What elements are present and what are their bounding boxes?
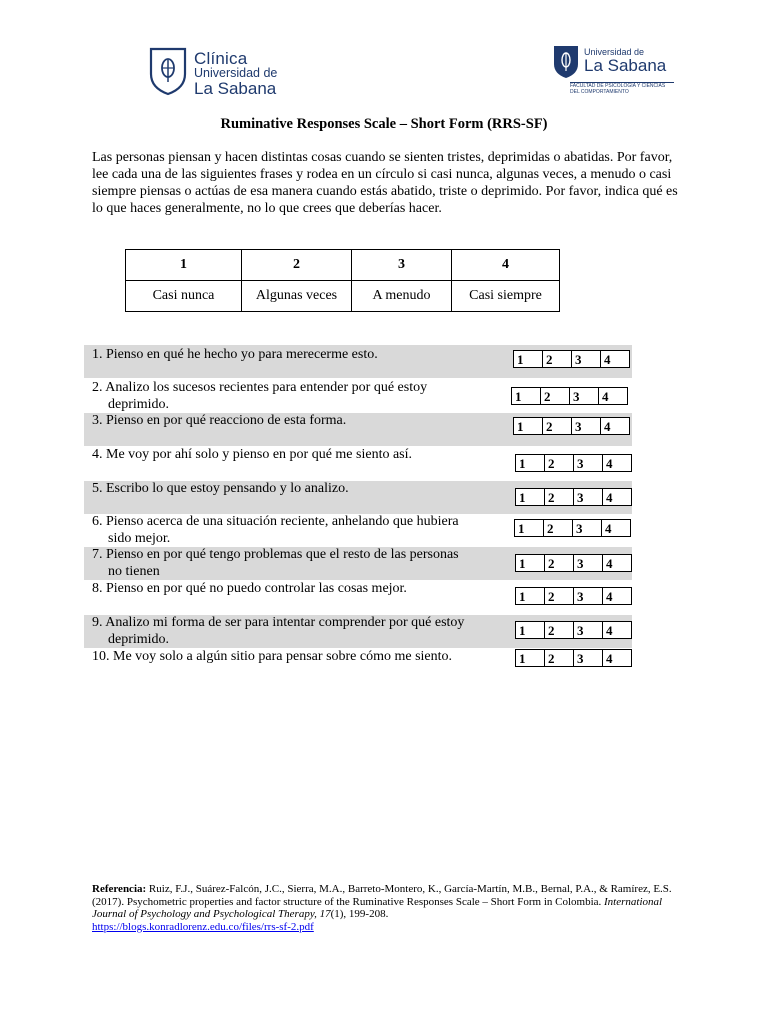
question-text: 9. Analizo mi forma de ser para intentar comprender por qué estoy xyxy=(92,615,465,630)
rating-options[interactable] xyxy=(515,554,632,572)
rating-option-3[interactable]: 3 xyxy=(573,520,602,537)
rating-option-3[interactable]: 3 xyxy=(574,588,603,605)
rating-option-4[interactable]: 4 xyxy=(603,650,632,667)
scale-label: Algunas veces xyxy=(242,281,352,312)
reference-issue: (1), 199-208. xyxy=(330,908,389,920)
question-text: 7. Pienso en por qué tengo problemas que el resto de las personas xyxy=(92,547,459,562)
rating-option-2[interactable]: 2 xyxy=(545,650,574,667)
scale-label: Casi siempre xyxy=(452,281,560,312)
rating-option-1[interactable]: 1 xyxy=(512,388,541,405)
rating-option-2[interactable]: 2 xyxy=(544,520,573,537)
question-row xyxy=(84,581,632,614)
logo-right-subtitle: FACULTAD DE PSICOLOGÍA Y CIENCIAS DEL COMPORTAMIENTO xyxy=(570,83,666,95)
question-row xyxy=(84,514,632,547)
scale-label: A menudo xyxy=(352,281,452,312)
question-row xyxy=(84,649,632,682)
rating-option-4[interactable]: 4 xyxy=(601,351,630,368)
rating-option-2[interactable]: 2 xyxy=(545,455,574,472)
question-row xyxy=(84,615,632,648)
rating-option-3[interactable]: 3 xyxy=(574,622,603,639)
rating-option-1[interactable]: 1 xyxy=(515,520,544,537)
scale-value: 4 xyxy=(452,250,560,281)
rating-option-3[interactable]: 3 xyxy=(574,489,603,506)
rating-option-1[interactable]: 1 xyxy=(516,489,545,506)
question-text-cont: no tienen xyxy=(108,563,160,579)
rating-options[interactable] xyxy=(515,587,632,605)
reference-label: Referencia: xyxy=(92,883,147,895)
clinica-logo xyxy=(148,46,288,98)
rating-option-4[interactable]: 4 xyxy=(603,489,632,506)
rating-option-3[interactable]: 3 xyxy=(572,418,601,435)
rating-option-1[interactable]: 1 xyxy=(516,622,545,639)
question-row xyxy=(84,447,632,480)
universidad-logo xyxy=(552,44,677,100)
question-text-cont: deprimido. xyxy=(108,631,170,647)
question-text: 3. Pienso en por qué reacciono de esta forma. xyxy=(92,413,347,428)
rating-option-1[interactable]: 1 xyxy=(514,351,543,368)
logo-left-line3: La Sabana xyxy=(194,79,277,98)
reference-citation xyxy=(92,883,682,933)
question-row xyxy=(84,481,632,514)
question-text: 4. Me voy por ahí solo y pienso en por qué me siento así. xyxy=(92,447,413,462)
scale-value: 1 xyxy=(126,250,242,281)
question-text: 5. Escribo lo que estoy pensando y lo analizo. xyxy=(92,481,349,496)
rating-option-4[interactable]: 4 xyxy=(603,622,632,639)
rating-option-1[interactable]: 1 xyxy=(516,588,545,605)
question-row xyxy=(84,547,632,580)
rating-option-3[interactable]: 3 xyxy=(574,455,603,472)
question-text: 6. Pienso acerca de una situación reciente, anhelando que hubiera xyxy=(92,514,459,529)
logo-left-line2: Universidad de xyxy=(194,66,278,80)
question-row xyxy=(84,380,632,413)
question-text: 1. Pienso en qué he hecho yo para merecerme esto. xyxy=(92,347,378,362)
rating-option-2[interactable]: 2 xyxy=(545,622,574,639)
reference-journal: International Journal of Psychology and Psychological Therapy, 17 xyxy=(92,895,663,920)
question-text: 10. Me voy solo a algún sitio para pensar sobre cómo me siento. xyxy=(92,649,453,664)
question-text: 2. Analizo los sucesos recientes para entender por qué estoy xyxy=(92,380,428,395)
scale-value: 2 xyxy=(242,250,352,281)
rating-option-3[interactable]: 3 xyxy=(574,555,603,572)
rating-options[interactable] xyxy=(515,488,632,506)
rating-option-1[interactable]: 1 xyxy=(516,555,545,572)
rating-options[interactable] xyxy=(511,387,628,405)
rating-options[interactable] xyxy=(515,649,632,667)
question-text-cont: sido mejor. xyxy=(108,530,171,546)
rating-option-1[interactable]: 1 xyxy=(516,455,545,472)
rating-option-2[interactable]: 2 xyxy=(545,588,574,605)
rating-option-4[interactable]: 4 xyxy=(602,520,631,537)
scale-label: Casi nunca xyxy=(126,281,242,312)
rating-option-2[interactable]: 2 xyxy=(545,555,574,572)
scale-legend-table xyxy=(125,249,560,312)
rating-option-2[interactable]: 2 xyxy=(543,351,572,368)
reference-text: Ruiz, F.J., Suárez-Falcón, J.C., Sierra, M.A., Barreto-Montero, K., García-Martín, M.B., Bernal, P.A., & Ramírez, E.S. (2017). Psychometric properties and factor structure of the Ruminative Responses Scale – Short Form in Colombia. xyxy=(92,883,672,908)
logo-right-line2: La Sabana xyxy=(584,56,667,75)
shield-icon xyxy=(148,46,188,96)
rating-option-4[interactable]: 4 xyxy=(603,555,632,572)
question-text: 8. Pienso en por qué no puedo controlar las cosas mejor. xyxy=(92,581,407,596)
rating-option-2[interactable]: 2 xyxy=(543,418,572,435)
logo-left-line1: Clínica xyxy=(194,49,248,68)
instructions-paragraph: Las personas piensan y hacen distintas cosas cuando se sienten tristes, deprimidas o abatidas. Por favor, lee cada una de las siguientes frases y rodea en un círculo si casi nunca, algunas veces, a menudo o casi siempre piensas o actúas de esa manera cuando estás abatido, triste o deprimido. Por favor, indica qué es lo que haces generalmente, no lo que crees que deberías hacer. xyxy=(92,150,678,216)
rating-options[interactable] xyxy=(515,454,632,472)
question-text-cont: deprimido. xyxy=(108,396,170,412)
rating-option-2[interactable]: 2 xyxy=(545,489,574,506)
rating-options[interactable] xyxy=(515,621,632,639)
rating-option-3[interactable]: 3 xyxy=(574,650,603,667)
document-title: Ruminative Responses Scale – Short Form (RRS-SF) xyxy=(220,116,548,132)
rating-options[interactable] xyxy=(514,519,631,537)
rating-option-1[interactable]: 1 xyxy=(514,418,543,435)
rating-option-4[interactable]: 4 xyxy=(603,455,632,472)
rating-options[interactable] xyxy=(513,350,630,368)
reference-link[interactable]: https://blogs.konradlorenz.edu.co/files/rrs-sf-2.pdf xyxy=(92,920,314,933)
shield-icon xyxy=(552,44,580,80)
rating-options[interactable] xyxy=(513,417,630,435)
question-row xyxy=(84,413,632,446)
rating-option-2[interactable]: 2 xyxy=(541,388,570,405)
rating-option-3[interactable]: 3 xyxy=(572,351,601,368)
question-row xyxy=(84,345,632,378)
rating-option-3[interactable]: 3 xyxy=(570,388,599,405)
logo-right-line1: Universidad de xyxy=(584,47,645,57)
rating-option-4[interactable]: 4 xyxy=(599,388,628,405)
rating-option-4[interactable]: 4 xyxy=(603,588,632,605)
rating-option-4[interactable]: 4 xyxy=(601,418,630,435)
scale-value: 3 xyxy=(352,250,452,281)
rating-option-1[interactable]: 1 xyxy=(516,650,545,667)
